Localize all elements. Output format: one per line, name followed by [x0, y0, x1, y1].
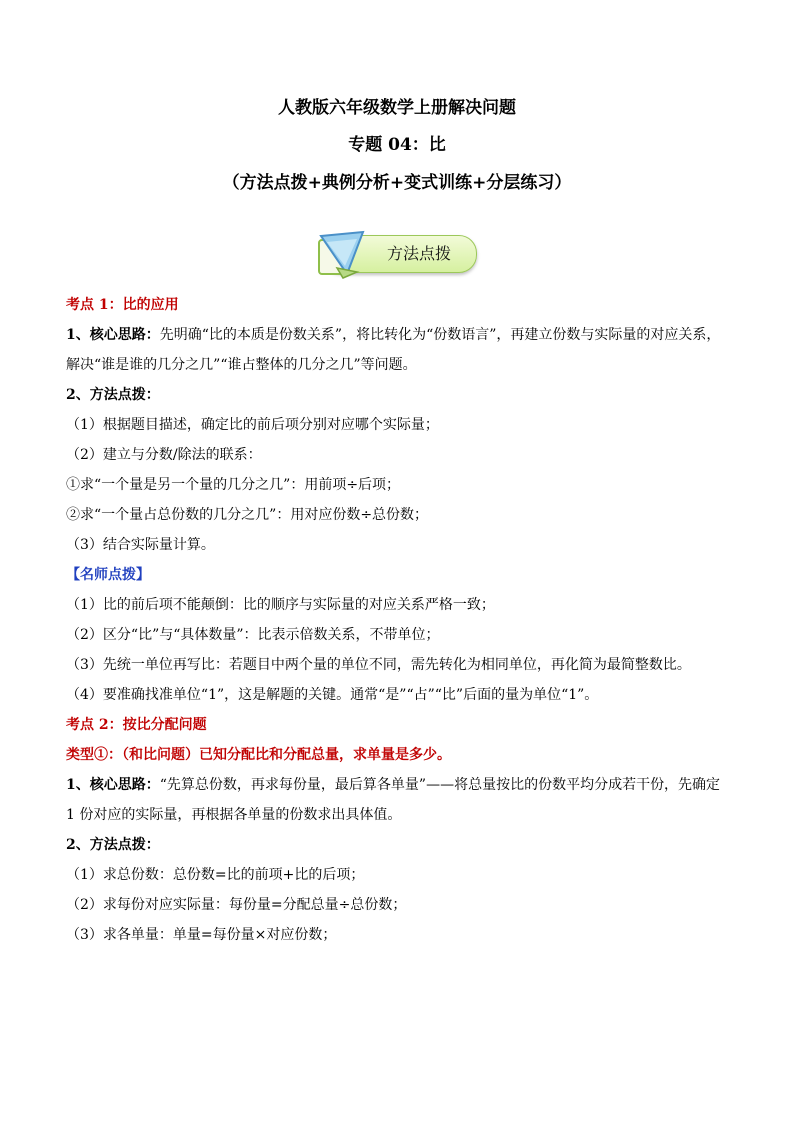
document-title: 人教版六年级数学上册解决问题	[278, 98, 516, 118]
kp2-core	[66, 770, 728, 830]
kp2-method-1: （1）求总份数：总份数=比的前项+比的后项；	[66, 867, 365, 883]
kp2-method-2: （2）求每份对应实际量：每份量=分配总量÷总份数；	[66, 897, 407, 913]
kp2-core-label: 1、核心思路：	[66, 777, 160, 793]
kp1-method-3: （3）结合实际量计算。	[66, 537, 215, 553]
kp1-core-label: 1、核心思路：	[66, 327, 160, 343]
kp1-method-1: （1）根据题目描述，确定比的前后项分别对应哪个实际量；	[66, 417, 439, 433]
tip-2: （2）区分“比”与“具体数量”：比表示倍数关系，不带单位；	[66, 627, 440, 643]
tip-4: （4）要准确找准单位“1”，这是解题的关键。通常“是”“占”“比”后面的量为单位“1”。	[66, 687, 599, 703]
method-badge-label: 方法点拨	[386, 244, 451, 263]
book-triangle-icon	[313, 226, 373, 282]
document-body	[66, 290, 728, 950]
kp2-method-3: （3）求各单量：单量=每份量×对应份数；	[66, 927, 337, 943]
kp1-method-2a: ①求“一个量是另一个量的几分之几”：用前项÷后项；	[66, 477, 401, 493]
tip-3: （3）先统一单位再写比：若题目中两个量的单位不同，需先转化为相同单位，再化简为最简整数比。	[66, 657, 691, 673]
kp1-core	[66, 320, 728, 380]
kp2-core-text: “先算总份数，再求每份量，最后算各单量”——将总量按比的份数平均分成若干份，先确定 1 份对应的实际量，再根据各单量的份数求出具体值。	[66, 777, 721, 823]
document-subtitle: 专题 04：比	[348, 135, 446, 155]
kp1-method-2: （2）建立与分数/除法的联系：	[66, 447, 262, 463]
tips-title: 【名师点拨】	[66, 567, 150, 583]
kp2-method-label: 2、方法点拨：	[66, 837, 160, 853]
kp1-method-2b: ②求“一个量占总份数的几分之几”：用对应份数÷总份数；	[66, 507, 429, 523]
tip-1: （1）比的前后项不能颠倒：比的顺序与实际量的对应关系严格一致；	[66, 597, 495, 613]
kp1-method-label: 2、方法点拨：	[66, 387, 160, 403]
kp1-core-text: 先明确“比的本质是份数关系”，将比转化为“份数语言”，再建立份数与实际量的对应关系，解决“谁是谁的几分之几”“谁占整体的几分之几”等问题。	[66, 327, 721, 373]
kp2-title: 考点 2：按比分配问题	[66, 717, 207, 733]
method-badge	[313, 226, 479, 282]
document-subtitle-sections: （方法点拨+典例分析+变式训练+分层练习）	[222, 173, 572, 193]
kp1-title: 考点 1：比的应用	[66, 297, 179, 313]
kp2-type: 类型①：（和比问题）已知分配比和分配总量，求单量是多少。	[66, 747, 451, 763]
